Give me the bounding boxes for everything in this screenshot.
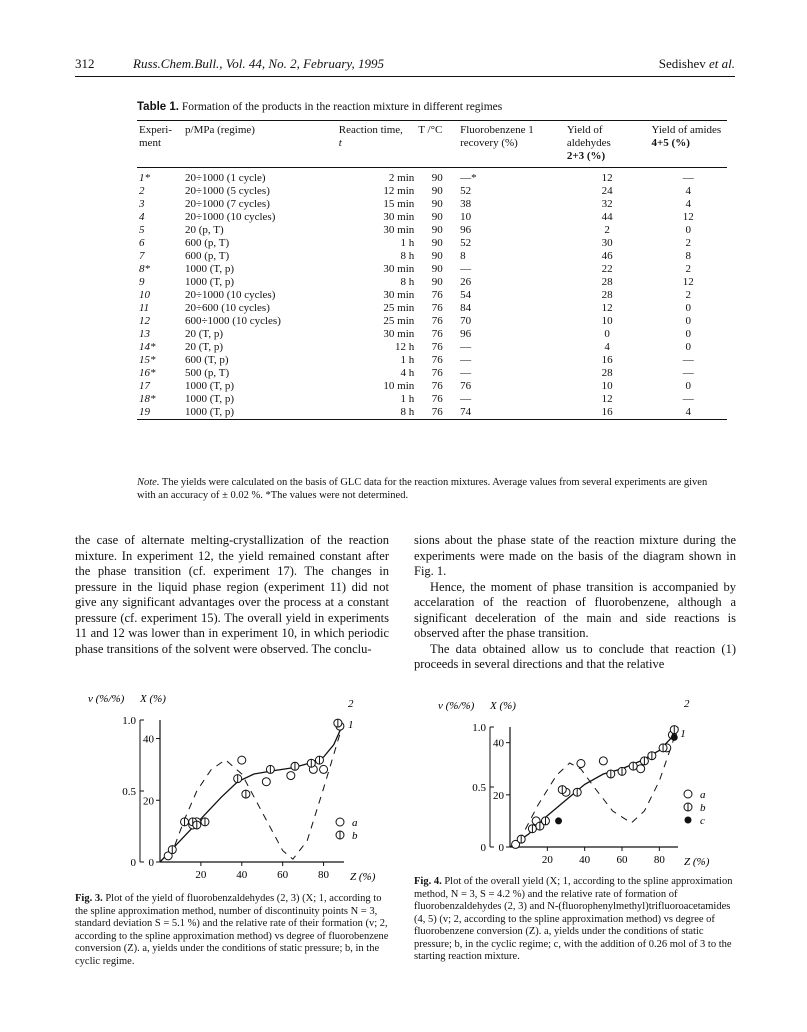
table-row	[137, 168, 727, 186]
table-cell: 10	[460, 211, 472, 223]
table-cell: 90	[431, 276, 443, 288]
legend-label-a: a	[700, 789, 706, 801]
table-cell: 16	[601, 406, 613, 418]
table-cell: 12	[601, 172, 613, 184]
table-cell: —	[460, 354, 472, 366]
table-cell: 19	[139, 406, 150, 418]
x-tick-label: 20	[195, 869, 207, 881]
table-cell: 12	[601, 393, 613, 405]
table-cell: 600 (p, T)	[185, 250, 230, 262]
curve-2	[170, 727, 342, 859]
table-cell: 16	[601, 354, 613, 366]
figure-4-caption	[414, 876, 736, 964]
legend-label-b: b	[352, 830, 358, 842]
table-cell: 54	[460, 289, 472, 301]
table-row	[137, 328, 727, 341]
table-cell: 76	[431, 328, 443, 340]
table-cell: 76	[431, 354, 443, 366]
table-cell: 12 min	[383, 185, 415, 197]
x-tick-label: 80	[653, 854, 665, 866]
author-suffix: et al.	[709, 56, 735, 71]
table-cell: 8*	[139, 263, 150, 275]
col-reaction-time-var: t	[338, 137, 342, 149]
data-point-a	[637, 765, 645, 773]
table-row	[137, 341, 727, 354]
table-cell: 74	[460, 406, 472, 418]
table-cell: 4	[685, 198, 692, 210]
y-axis-label-v: v (%/%)	[438, 700, 475, 712]
table-cell: 8	[460, 250, 466, 262]
y-axis-label-x: X (%)	[140, 693, 166, 705]
figure-4-caption-text: Plot of the overall yield (X; 1, according to the spline approximation method, N = 3, S = 4.2 %) and the relative rate of formation of fluorobenzaldehydes (2, 3) and N-(fluorophenylmethyl)trifluoroacetamides (4, 5) (v; 2, according to the spline approximation method) vs degree of fluorobenzene conversion (Z). a, yields under the conditions of static pressure; b, in the cyclic regime; c, with the addition of 0.26 mol of 3 to the starting reaction mixture.	[414, 876, 733, 962]
table-cell: 6	[139, 237, 145, 249]
table-cell: 20÷1000 (7 cycles)	[185, 198, 270, 210]
table-cell: 20 (T, p)	[185, 341, 223, 353]
curve-label-2: 2	[347, 698, 354, 711]
table-row	[137, 211, 727, 224]
table-cell: 11	[139, 302, 150, 314]
table-cell: 14*	[139, 341, 156, 353]
col-aldehydes-label: Yield of aldehydes	[566, 124, 611, 149]
table-cell: 4	[685, 185, 692, 197]
table-cell: 12	[682, 211, 694, 223]
table-cell: 15 min	[383, 198, 415, 210]
data-point-a	[577, 760, 585, 768]
table-body	[137, 168, 727, 420]
table-cell: —	[682, 354, 694, 366]
table-cell: 4	[685, 406, 692, 418]
table-cell: 25 min	[383, 302, 415, 314]
table-cell: 600 (p, T)	[185, 237, 230, 249]
table-cell: —*	[460, 172, 477, 184]
table-cell: 20÷1000 (10 cycles)	[185, 289, 276, 301]
y-tick-label-x: 0	[148, 857, 154, 869]
table-cell: 1000 (T, p)	[185, 276, 234, 288]
y-tick-label-x: 40	[493, 737, 504, 750]
figure-3	[82, 672, 382, 892]
table-cell: 7	[139, 250, 145, 262]
table-cell: 4 h	[400, 367, 415, 379]
table-row	[137, 185, 727, 198]
table-cell: 10 min	[383, 380, 415, 392]
table-row	[137, 276, 727, 289]
table-cell: 32	[601, 198, 613, 210]
table-cell: 9	[139, 276, 145, 288]
body-paragraph: the case of alternate melting-crystallization of the reaction mixture. In experiment 12, the yield remained constant after the phase transition (cf. experiment 17). The changes in pressure in the liquid phase region (experiment 11) did not give any significant advantages over the process at a constant pressure (cf. experiment 15). The overall yield in experiments 11 and 12 was lower than in experiment 10, in which periodic phase transitions of the solvent were observed. The conclu-	[75, 533, 389, 656]
table-cell: 76	[431, 315, 443, 327]
table-cell: 28	[601, 276, 613, 288]
curve-label-1: 1	[347, 719, 354, 732]
table-cell: 44	[601, 211, 613, 223]
col-amides-sub: 4+5 (%)	[651, 137, 690, 149]
table-cell: 46	[601, 250, 613, 262]
table-cell: 1000 (T, p)	[185, 393, 234, 405]
table-cell: —	[460, 393, 472, 405]
x-tick-label: 40	[236, 869, 248, 881]
body-paragraph: sions about the phase state of the reaction mixture during the experiments were made on the basis of the diagram shown in Fig. 1.	[414, 533, 736, 578]
table-cell: 76	[431, 393, 443, 405]
table-cell: 0	[685, 302, 692, 314]
table-cell: 12	[601, 302, 613, 314]
table-cell: 1 h	[400, 393, 415, 405]
x-tick-label: 60	[277, 869, 289, 881]
curve-label-2: 2	[684, 698, 690, 710]
col-reaction-time-label: Reaction time,	[338, 124, 403, 136]
table-cell: 22	[601, 263, 613, 275]
table-header-row	[137, 121, 727, 168]
table-row	[137, 393, 727, 406]
data-point-a	[287, 772, 295, 780]
table-cell: 76	[431, 341, 443, 353]
curve-label-1: 1	[680, 727, 686, 740]
data-point-a	[599, 757, 607, 765]
table-cell: 0	[685, 341, 692, 353]
authors	[659, 56, 735, 72]
table-cell: 1 h	[400, 237, 415, 249]
table-cell: 24	[601, 185, 613, 197]
table-cell: 76	[431, 380, 443, 392]
table-cell: 76	[431, 367, 443, 379]
table-cell: 13	[139, 328, 150, 340]
table-cell: 1*	[139, 172, 150, 184]
col-aldehydes-sub: 2+3 (%)	[566, 150, 606, 162]
y-tick-label-x: 40	[143, 733, 154, 746]
data-point-c	[671, 734, 678, 741]
table-cell: 600 (T, p)	[185, 354, 229, 366]
table-cell: 90	[431, 198, 443, 210]
table-cell: 12	[682, 276, 694, 288]
table-row	[137, 315, 727, 328]
table-cell: 96	[460, 328, 472, 340]
table-cell: 30 min	[383, 289, 415, 301]
journal-citation: Russ.Chem.Bull., Vol. 44, No. 2, February, 1995	[133, 56, 384, 71]
table-cell: 4	[139, 211, 145, 223]
y-tick-label-v: 1.0	[472, 722, 486, 734]
table-cell: 1000 (T, p)	[185, 263, 234, 275]
y-tick-label-x: 20	[143, 795, 154, 808]
table-cell: 76	[460, 380, 472, 392]
table-caption	[137, 101, 502, 113]
table-1	[137, 120, 727, 420]
curve-1	[160, 726, 342, 862]
table-cell: 20÷600 (10 cycles)	[185, 302, 270, 314]
data-point-a	[238, 756, 246, 764]
col-amides	[650, 121, 727, 168]
table-cell: 2	[685, 237, 692, 249]
table-cell: 76	[431, 302, 443, 314]
y-axis-label-v: v (%/%)	[88, 693, 125, 705]
table-cell: 18*	[139, 393, 156, 405]
body-column-right	[414, 533, 736, 673]
table-cell: 2	[685, 263, 692, 275]
table-cell: 5	[139, 224, 145, 236]
table-cell: —	[460, 367, 472, 379]
col-aldehydes	[565, 121, 650, 168]
table-row	[137, 237, 727, 250]
table-cell: 30 min	[383, 328, 415, 340]
table-cell: 10	[601, 315, 613, 327]
table-note-label: Note.	[137, 477, 160, 488]
table-cell: 90	[431, 250, 443, 262]
table-row	[137, 198, 727, 211]
body-paragraph: The data obtained allow us to conclude that reaction (1) proceeds in several directions and that the relative	[414, 641, 736, 671]
figure-3-chart	[82, 672, 382, 892]
table-cell: 90	[431, 237, 443, 249]
table-cell: 600÷1000 (10 cycles)	[185, 315, 281, 327]
table-row	[137, 289, 727, 302]
table-cell: 96	[460, 224, 472, 236]
running-header	[75, 56, 735, 76]
table-cell: 20 (T, p)	[185, 328, 223, 340]
col-pressure: p/MPa (regime)	[185, 124, 255, 136]
table-cell: 0	[604, 328, 610, 340]
table-cell: 8	[685, 250, 692, 262]
legend-marker-a	[336, 818, 344, 826]
table-cell: 20÷1000 (1 cycle)	[185, 172, 266, 184]
table-cell: 0	[685, 380, 692, 392]
table-cell: 70	[460, 315, 472, 327]
legend-label-a: a	[352, 817, 358, 829]
table-cell: 0	[685, 315, 692, 327]
table-cell: 30 min	[383, 224, 415, 236]
table-caption-label: Table 1.	[137, 101, 179, 113]
figure-3-caption-text: Plot of the yield of fluorobenzaldehydes (2, 3) (X; 1, according to the spline approximation method, number of discontinuity points N = 3, standard deviation S = 5.1 %) and the relative rate of their formation (v; 2, according to the spline approximation method) vs degree of fluorobenzene conversion (Z). a, yields under the conditions of static pressure; b, in the cyclic regime.	[75, 893, 389, 967]
table-cell: 8 h	[400, 276, 415, 288]
table-cell: 90	[431, 185, 443, 197]
table-cell: 20 (p, T)	[185, 224, 224, 236]
table-cell: 10	[139, 289, 150, 301]
y-tick-label-v: 0.5	[472, 782, 486, 794]
table-cell: 4	[604, 341, 610, 353]
col-experiment: Experi- ment	[139, 124, 172, 149]
table-cell: 28	[601, 367, 613, 379]
page-number: 312	[75, 56, 95, 71]
table-cell: 2	[139, 185, 145, 197]
table-cell: 76	[431, 406, 443, 418]
data-point-a	[320, 765, 328, 773]
y-tick-label-v: 0.5	[122, 786, 136, 798]
table-cell: —	[682, 367, 694, 379]
table-row	[137, 380, 727, 393]
col-reaction-time	[337, 121, 417, 168]
x-tick-label: 20	[541, 854, 553, 866]
table-cell: 25 min	[383, 315, 415, 327]
table-note	[137, 477, 727, 502]
table-row	[137, 302, 727, 315]
table-note-text: The yields were calculated on the basis of GLC data for the reaction mixtures. Average values from several experiments are given with an accuracy of ± 0.02 %. *The values were not determined.	[137, 477, 708, 501]
table-row	[137, 367, 727, 380]
table-row	[137, 263, 727, 276]
table-cell: 8 h	[400, 250, 415, 262]
author-name: Sedishev	[658, 56, 706, 71]
table-cell: 30	[601, 237, 613, 249]
header-rule	[75, 76, 735, 77]
table-cell: 30 min	[383, 263, 415, 275]
table-cell: 26	[460, 276, 472, 288]
table-cell: 30 min	[383, 211, 415, 223]
y-tick-label-x: 20	[493, 789, 504, 802]
table-cell: 17	[139, 380, 150, 392]
table-row	[137, 224, 727, 237]
legend-marker-c	[685, 817, 692, 824]
table-cell: 1000 (T, p)	[185, 406, 234, 418]
table-cell: 0	[685, 328, 692, 340]
table-cell: 38	[460, 198, 472, 210]
data-point-c	[555, 817, 562, 824]
table-cell: —	[460, 341, 472, 353]
y-tick-label-v: 1.0	[122, 715, 136, 727]
x-axis-label: Z (%)	[350, 871, 376, 883]
x-tick-label: 60	[616, 854, 628, 866]
col-temperature: T /°C	[418, 124, 443, 136]
table-cell: 15*	[139, 354, 156, 366]
legend-label-c: c	[700, 815, 705, 827]
table-row	[137, 406, 727, 420]
table-cell: —	[682, 172, 694, 184]
table-cell: 20÷1000 (5 cycles)	[185, 185, 270, 197]
y-tick-label-v: 0	[130, 857, 136, 869]
table-caption-text: Formation of the products in the reaction mixture in different regimes	[181, 101, 503, 113]
legend-label-b: b	[700, 802, 706, 814]
table-cell: 52	[460, 237, 472, 249]
table-cell: —	[682, 393, 694, 405]
table-cell: 3	[139, 198, 145, 210]
table-cell: 12 h	[395, 341, 415, 353]
table-cell: 52	[460, 185, 472, 197]
data-point-a	[262, 778, 270, 786]
table-cell: 1000 (T, p)	[185, 380, 234, 392]
col-amides-label: Yield of amides	[651, 124, 722, 136]
col-fluorobenzene-recovery: Fluorobenzene 1 recovery (%)	[460, 124, 534, 149]
table-cell: 16*	[139, 367, 156, 379]
table-row	[137, 354, 727, 367]
table-cell: 1 h	[400, 354, 415, 366]
figure-4-label: Fig. 4.	[414, 876, 442, 887]
x-axis-label: Z (%)	[684, 856, 710, 868]
table-cell: 90	[431, 263, 443, 275]
table-cell: 2	[604, 224, 610, 236]
table-cell: 20÷1000 (10 cycles)	[185, 211, 276, 223]
table-cell: 8 h	[400, 406, 415, 418]
table-cell: 84	[460, 302, 472, 314]
table-cell: 10	[601, 380, 613, 392]
x-tick-label: 40	[579, 854, 591, 866]
figure-3-label: Fig. 3.	[75, 893, 103, 904]
table-cell: 76	[431, 289, 443, 301]
table-cell: 500 (p, T)	[185, 367, 230, 379]
y-tick-label-x: 0	[498, 842, 504, 854]
table-cell: 28	[601, 289, 613, 301]
table-cell: 12	[139, 315, 150, 327]
table-cell: 90	[431, 172, 443, 184]
figure-3-caption	[75, 893, 389, 968]
figure-4-chart	[420, 672, 720, 887]
table-row	[137, 250, 727, 263]
x-tick-label: 80	[318, 869, 330, 881]
body-paragraph: Hence, the moment of phase transition is accompanied by accelaration of the reaction of fluorobenzene, although a significant deceleration of the main and side reactions is observed after the phase transition.	[414, 579, 736, 640]
table-cell: 0	[685, 224, 692, 236]
table-cell: 2 min	[388, 172, 415, 184]
body-column-left	[75, 533, 389, 657]
table-cell: 90	[431, 224, 443, 236]
y-tick-label-v: 0	[480, 842, 486, 854]
y-axis-label-x: X (%)	[490, 700, 516, 712]
table-cell: 2	[685, 289, 692, 301]
figure-4	[420, 672, 720, 887]
legend-marker-a	[684, 790, 692, 798]
table-cell: 90	[431, 211, 443, 223]
table-cell: —	[460, 263, 472, 275]
